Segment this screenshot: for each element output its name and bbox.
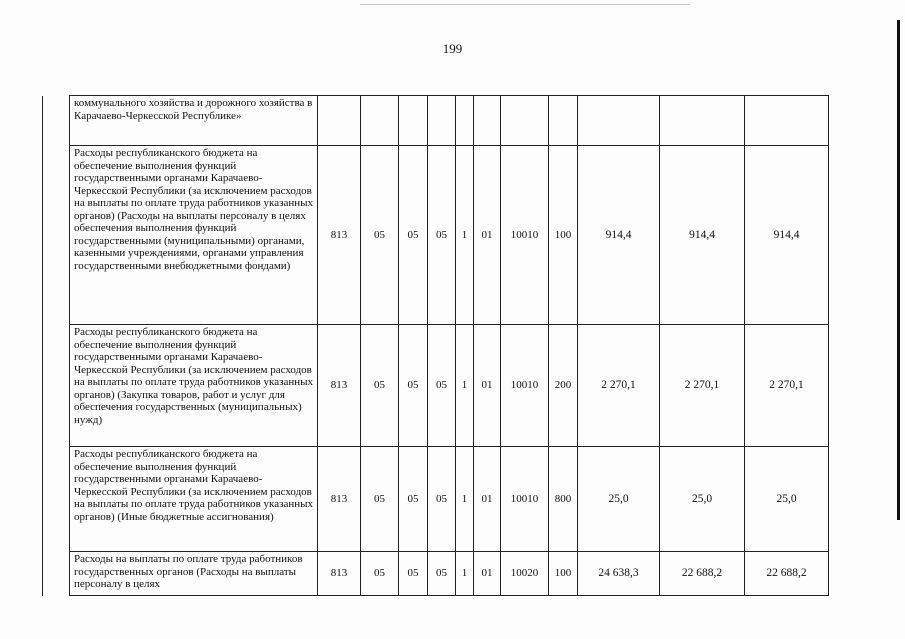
expense-type-cell: 100 <box>549 146 578 325</box>
description-cell: Расходы республиканского бюджета на обеспечение выполнения функций государственными органами Карачаево-Черкесской Республики (за исключением расходов на выплаты по оплате труда работников указанных органов) (Иные бюджетные ассигнования) <box>70 447 318 552</box>
event-cell: 01 <box>474 146 501 325</box>
subsection-cell: 05 <box>399 146 428 325</box>
program-cell: 05 <box>428 146 456 325</box>
direction-cell <box>501 96 549 146</box>
subprogram-cell: 1 <box>456 447 474 552</box>
amount-2020-cell: 2 270,1 <box>660 325 745 447</box>
section-cell <box>361 96 399 146</box>
subsection-cell <box>399 96 428 146</box>
page-number: 199 <box>442 41 463 56</box>
admin-code-cell: 813 <box>318 146 361 325</box>
program-cell <box>428 96 456 146</box>
row-number-cell <box>43 325 70 447</box>
subprogram-cell: 1 <box>456 146 474 325</box>
amount-2020-cell: 914,4 <box>660 146 745 325</box>
amount-2021-cell <box>745 96 829 146</box>
table-row <box>43 146 829 325</box>
description-cell: Расходы республиканского бюджета на обеспечение выполнения функций государственными органами Карачаево-Черкесской Республики (за исключением расходов на выплаты по оплате труда работников указанных органов) (Закупка товаров, работ и услуг для обеспечения государственных (муниципальных) нужд) <box>70 325 318 447</box>
amount-2020-cell: 25,0 <box>660 447 745 552</box>
amount-2019-cell: 2 270,1 <box>578 325 660 447</box>
row-number-cell <box>43 552 70 596</box>
table-row <box>43 447 829 552</box>
event-cell: 01 <box>474 325 501 447</box>
section-cell: 05 <box>361 325 399 447</box>
program-cell: 05 <box>428 552 456 596</box>
amount-2021-cell: 25,0 <box>745 447 829 552</box>
scan-artifact-line <box>360 4 690 5</box>
amount-2020-cell: 22 688,2 <box>660 552 745 596</box>
table-row <box>43 325 829 447</box>
section-cell: 05 <box>361 447 399 552</box>
direction-cell: 10010 <box>501 146 549 325</box>
budget-table <box>42 95 829 596</box>
subprogram-cell: 1 <box>456 552 474 596</box>
amount-2019-cell: 24 638,3 <box>578 552 660 596</box>
row-number-cell <box>43 146 70 325</box>
section-cell: 05 <box>361 552 399 596</box>
event-cell: 01 <box>474 552 501 596</box>
row-number-cell <box>43 447 70 552</box>
expense-type-cell: 100 <box>549 552 578 596</box>
expense-type-cell <box>549 96 578 146</box>
amount-2021-cell: 22 688,2 <box>745 552 829 596</box>
program-cell: 05 <box>428 447 456 552</box>
event-cell: 01 <box>474 447 501 552</box>
table-row <box>43 96 829 146</box>
description-cell: Расходы на выплаты по оплате труда работников государственных органов (Расходы на выплаты персоналу в целях <box>70 552 318 596</box>
amount-2019-cell <box>578 96 660 146</box>
amount-2021-cell: 914,4 <box>745 146 829 325</box>
amount-2020-cell <box>660 96 745 146</box>
direction-cell: 10020 <box>501 552 549 596</box>
amount-2019-cell: 25,0 <box>578 447 660 552</box>
admin-code-cell <box>318 96 361 146</box>
description-cell: Расходы республиканского бюджета на обеспечение выполнения функций государственными органами Карачаево-Черкесской Республики (за исключением расходов на выплаты по оплате труда работников указанных органов) (Расходы на выплаты персоналу в целях обеспечения выполнения функций государственными (муниципальными) органами, казенными учреждениями, органами управления государственными внебюджетными фондами) <box>70 146 318 325</box>
amount-2021-cell: 2 270,1 <box>745 325 829 447</box>
event-cell <box>474 96 501 146</box>
subprogram-cell <box>456 96 474 146</box>
section-cell: 05 <box>361 146 399 325</box>
direction-cell: 10010 <box>501 447 549 552</box>
admin-code-cell: 813 <box>318 552 361 596</box>
program-cell: 05 <box>428 325 456 447</box>
subprogram-cell: 1 <box>456 325 474 447</box>
subsection-cell: 05 <box>399 447 428 552</box>
amount-2019-cell: 914,4 <box>578 146 660 325</box>
admin-code-cell: 813 <box>318 325 361 447</box>
direction-cell: 10010 <box>501 325 549 447</box>
subsection-cell: 05 <box>399 552 428 596</box>
scan-edge-line <box>897 20 900 520</box>
expense-type-cell: 200 <box>549 325 578 447</box>
table-row <box>43 552 829 596</box>
row-number-cell <box>43 96 70 146</box>
description-cell: коммунального хозяйства и дорожного хозяйства в Карачаево-Черкесской Республике» <box>70 96 318 146</box>
expense-type-cell: 800 <box>549 447 578 552</box>
admin-code-cell: 813 <box>318 447 361 552</box>
subsection-cell: 05 <box>399 325 428 447</box>
